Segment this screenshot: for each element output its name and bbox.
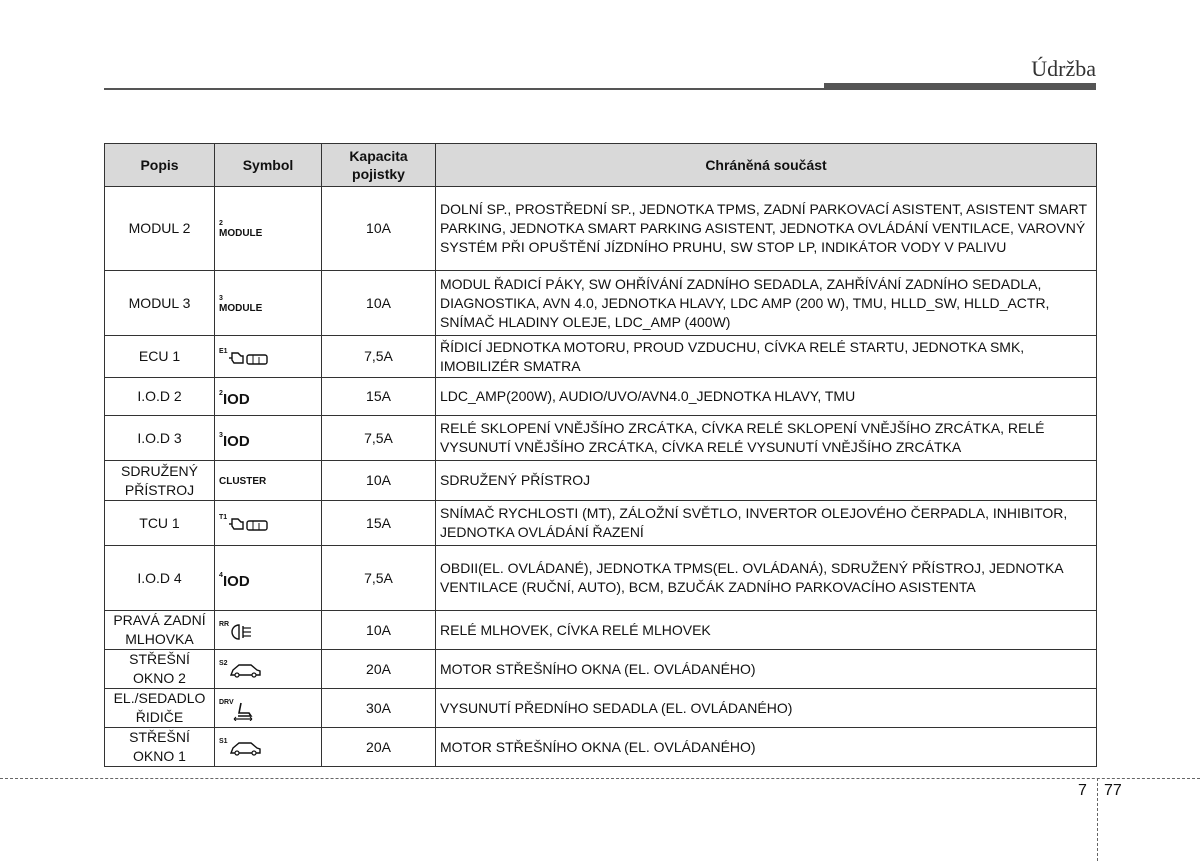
fuse-description: I.O.D 3 bbox=[105, 416, 215, 461]
protected-component: MODUL ŘADICÍ PÁKY, SW OHŘÍVÁNÍ ZADNÍHO SEDADLA, ZAHŘÍVÁNÍ ZADNÍHO SEDADLA, DIAGNOSTIKA, AVN 4.0, JEDNOTKA HLAVY, LDC AMP (200 W), TMU, HLLD_SW, HLLD_ACTR, SNÍMAČ HLADINY OLEJE, LDC_AMP (400W) bbox=[436, 271, 1097, 336]
header-symbol: Symbol bbox=[215, 144, 322, 187]
protected-component: LDC_AMP(200W), AUDIO/UVO/AVN4.0_JEDNOTKA HLAVY, TMU bbox=[436, 378, 1097, 416]
table-row bbox=[105, 336, 1097, 378]
table-row bbox=[105, 378, 1097, 416]
iod-symbol: 2 IOD bbox=[219, 390, 250, 408]
table-row bbox=[105, 501, 1097, 546]
fuse-capacity: 10A bbox=[322, 271, 436, 336]
table-row bbox=[105, 650, 1097, 689]
fuse-capacity: 10A bbox=[322, 611, 436, 650]
fuse-symbol bbox=[215, 187, 322, 271]
fuse-description: SDRUŽENÝ PŘÍSTROJ bbox=[105, 461, 215, 501]
section-number: 7 bbox=[1078, 782, 1087, 799]
cluster-symbol: CLUSTER bbox=[219, 476, 267, 487]
protected-component: SNÍMAČ RYCHLOSTI (MT), ZÁLOŽNÍ SVĚTLO, INVERTOR OLEJOVÉHO ČERPADLA, INHIBITOR, JEDNOTKA OVLÁDÁNÍ ŘAZENÍ bbox=[436, 501, 1097, 546]
page-header-title: Údržba bbox=[1031, 56, 1096, 81]
fuse-symbol bbox=[215, 336, 322, 378]
fuse-symbol bbox=[215, 378, 322, 416]
fuse-capacity: 7,5A bbox=[322, 416, 436, 461]
fuse-description: STŘEŠNÍ OKNO 1 bbox=[105, 728, 215, 767]
table-row bbox=[105, 461, 1097, 501]
fuse-capacity: 10A bbox=[322, 187, 436, 271]
fuse-capacity: 20A bbox=[322, 650, 436, 689]
table-row bbox=[105, 416, 1097, 461]
header-popis: Popis bbox=[105, 144, 215, 187]
protected-component: VYSUNUTÍ PŘEDNÍHO SEDADLA (EL. OVLÁDANÉHO) bbox=[436, 689, 1097, 728]
fuse-symbol bbox=[215, 461, 322, 501]
fuse-description: PRAVÁ ZADNÍ MLHOVKA bbox=[105, 611, 215, 650]
protected-component: MOTOR STŘEŠNÍHO OKNA (EL. OVLÁDANÉHO) bbox=[436, 650, 1097, 689]
footer-divider bbox=[0, 778, 1200, 779]
fuse-capacity: 7,5A bbox=[322, 546, 436, 611]
protected-component: MOTOR STŘEŠNÍHO OKNA (EL. OVLÁDANÉHO) bbox=[436, 728, 1097, 767]
page-number: 77 bbox=[1104, 782, 1122, 799]
engine-icon: T1 bbox=[219, 508, 279, 538]
rear-fog-lamp-icon: RR bbox=[219, 615, 279, 645]
header-rule bbox=[104, 88, 1096, 90]
protected-component: SDRUŽENÝ PŘÍSTROJ bbox=[436, 461, 1097, 501]
protected-component: DOLNÍ SP., PROSTŘEDNÍ SP., JEDNOTKA TPMS, ZADNÍ PARKOVACÍ ASISTENT, ASISTENT SMART PARKING, JEDNOTKA SMART PARKING ASISTENT, JEDNOTKA OVLÁDÁNÍ VENTILACE, VAROVNÝ SYSTÉM PŘI OPUŠTĚNÍ JÍZDNÍHO PRUHU, SW STOP LP, INDIKÁTOR VODY V PALIVU bbox=[436, 187, 1097, 271]
table-row bbox=[105, 611, 1097, 650]
fuse-capacity: 15A bbox=[322, 501, 436, 546]
fuse-capacity: 20A bbox=[322, 728, 436, 767]
header-capacity: Kapacita pojistky bbox=[322, 144, 436, 187]
fuse-description: I.O.D 2 bbox=[105, 378, 215, 416]
fuse-capacity: 10A bbox=[322, 461, 436, 501]
power-seat-icon: DRV bbox=[219, 693, 279, 723]
module-symbol: 3 MODULE bbox=[219, 294, 263, 314]
module-symbol: 2 MODULE bbox=[219, 220, 263, 239]
sunroof-icon: S2 bbox=[219, 654, 279, 684]
fuse-capacity: 30A bbox=[322, 689, 436, 728]
header-protected-part: Chráněná součást bbox=[436, 144, 1097, 187]
table-row bbox=[105, 689, 1097, 728]
fuse-symbol bbox=[215, 501, 322, 546]
footer-divider-vertical bbox=[1097, 778, 1098, 861]
fuse-table-body bbox=[105, 187, 1097, 767]
fuse-symbol bbox=[215, 728, 322, 767]
fuse-table bbox=[104, 143, 1097, 767]
fuse-symbol bbox=[215, 271, 322, 336]
fuse-capacity: 15A bbox=[322, 378, 436, 416]
fuse-description: ECU 1 bbox=[105, 336, 215, 378]
fuse-description: EL./SEDADLO ŘIDIČE bbox=[105, 689, 215, 728]
table-row bbox=[105, 546, 1097, 611]
table-header-row bbox=[105, 144, 1097, 187]
sunroof-icon: S1 bbox=[219, 732, 279, 762]
fuse-description: STŘEŠNÍ OKNO 2 bbox=[105, 650, 215, 689]
engine-icon: E1 bbox=[219, 342, 279, 372]
fuse-symbol bbox=[215, 611, 322, 650]
fuse-symbol bbox=[215, 546, 322, 611]
protected-component: ŘÍDICÍ JEDNOTKA MOTORU, PROUD VZDUCHU, CÍVKA RELÉ STARTU, JEDNOTKA SMK, IMOBILIZÉR SMATRA bbox=[436, 336, 1097, 378]
protected-component: RELÉ SKLOPENÍ VNĚJŠÍHO ZRCÁTKA, CÍVKA RELÉ SKLOPENÍ VNĚJŠÍHO ZRCÁTKA, RELÉ VYSUNUTÍ VNĚJŠÍHO ZRCÁTKA, CÍVKA RELÉ VYSUNUTÍ VNĚJŠÍHO ZRCÁTKA bbox=[436, 416, 1097, 461]
table-row bbox=[105, 187, 1097, 271]
protected-component: RELÉ MLHOVEK, CÍVKA RELÉ MLHOVEK bbox=[436, 611, 1097, 650]
iod-symbol: 3 IOD bbox=[219, 431, 250, 450]
fuse-description: MODUL 2 bbox=[105, 187, 215, 271]
fuse-symbol bbox=[215, 416, 322, 461]
protected-component: OBDII(EL. OVLÁDANÉ), JEDNOTKA TPMS(EL. OVLÁDANÁ), SDRUŽENÝ PŘÍSTROJ, JEDNOTKA VENTILACE (RUČNÍ, AUTO), BCM, BZUČÁK ZADNÍHO PARKOVACÍHO ASISTENTA bbox=[436, 546, 1097, 611]
fuse-description: TCU 1 bbox=[105, 501, 215, 546]
fuse-capacity: 7,5A bbox=[322, 336, 436, 378]
fuse-description: MODUL 3 bbox=[105, 271, 215, 336]
table-row bbox=[105, 271, 1097, 336]
fuse-symbol bbox=[215, 689, 322, 728]
fuse-description: I.O.D 4 bbox=[105, 546, 215, 611]
iod-symbol: 4 IOD bbox=[219, 571, 250, 590]
table-row bbox=[105, 728, 1097, 767]
fuse-symbol bbox=[215, 650, 322, 689]
